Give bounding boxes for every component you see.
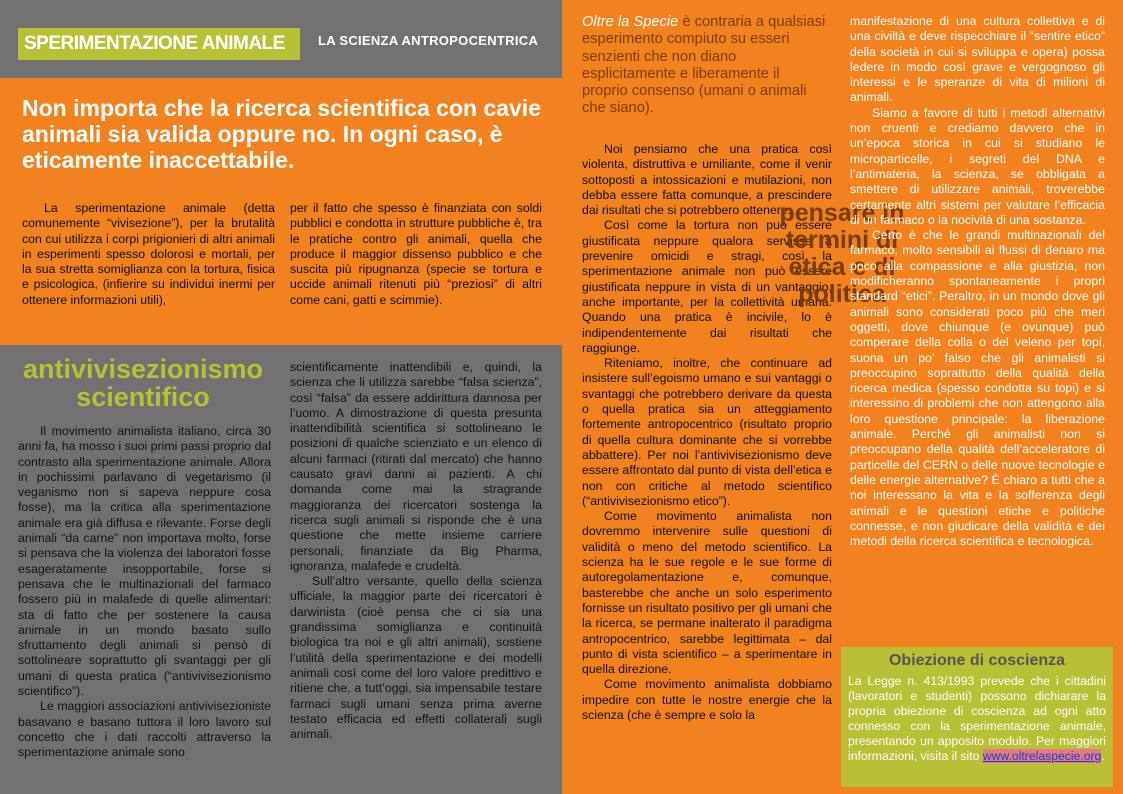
box-text — [848, 674, 1106, 764]
paragraph: Come movimento animalista non dovremmo intervenire sulle questioni di validità o meno del metodo scientifico. La scienza ha le sue regole e le sue forme di autoregolamentazione e, comunque, basterebbe che anche un solo esperimento fornisse un risultato positivo per gli umani che la ricerca, se permane inalterato il paradigma antropocentrico, sarebbe legittimata – dal punto di vista scientifico – a sperimentare in quella direzione. — [582, 509, 832, 677]
conscientious-objection-box — [841, 647, 1113, 787]
page-headline: Non importa che la ricerca scientifica con cavie animali sia valida oppure no. In ogni caso, è eticamente inaccettabile. — [22, 95, 541, 173]
paragraph: manifestazione di una cultura collettiva e di una civiltà e deve rispecchiare il “sentire etico” della società in cui si sviluppa e opera) possa ledere in modo così grave e vergognoso gli interessi e le speranze di vita di milioni di animali. — [850, 14, 1105, 105]
intro-column-right — [290, 201, 542, 308]
paragraph: Il movimento animalista italiano, circa 30 anni fa, ha mosso i suoi primi passi proprio dal contrasto alla sperimentazione animale. Allora in pochissimi parlavano di vegetarismo (il veganismo non si sapeva neppure cosa fosse), ma la critica alla sperimentazione animale era già diffusa e rilevante. Forse degli animali “da carne” non importava molto, forse si pensava che la violenza dei laboratori fosse esageratamente insopportabile, forse si pensava che le multinazionali del farmaco fossero più in malafede di quelle alimentari: sta di fatto che per sostenere la causa animale in un mondo basato sullo sfruttamento degli animali si pensò di sottolineare soprattutto gli svantaggi per gli umani di questa pratica (“antivivisezionismo scientifico”). — [18, 424, 271, 699]
paragraph: per il fatto che spesso è finanziata con soldi pubblici e condotta in strutture pubbliche è, tra le pratiche contro gli animali, quella che produce il maggior dissenso pubblico e che suscita più ripugnanza (specie se tortura e uccide animali ritenuti più “preziosi” di altri come cani, gatti e scimmie). — [290, 201, 542, 307]
paragraph: Così come la tortura non può essere giustificata neppure qualora servisse a prevenire omicidi e stragi, così la sperimentazione animale non può essere giustificata neppure in vista di un vantaggio, anche importante, per la collettività umana. Quando una pratica è incivile, lo è indipendentemente dai risultati che raggiunge. — [582, 218, 832, 355]
section-subtag: LA SCIENZA ANTROPOCENTRICA — [318, 33, 539, 48]
paragraph: Siamo a favore di tutti i metodi alternativi non cruenti e crediamo davvero che in un’epoca storica in cui si studiano le microparticelle, i segreti del DNA e l’antimateria, la scienza, se obbligata a smettere di utilizzare animali, troverebbe certamente altri sistemi per valutare l’efficacia di un farmaco o la nocività di una sostanza. — [850, 105, 1105, 227]
paragraph: Noi pensiamo che una pratica così violenta, distruttiva e umiliante, come il venir sottoposti a intossicazioni e mutilazioni, non debba essere fatta comunque, a prescindere dai risultati che si potrebbero ottenere. — [582, 142, 832, 218]
paragraph: Come movimento animalista dobbiamo impedire con tutte le nostre energie che la scienza (che è sempre e solo la — [582, 677, 832, 722]
box-end: . — [1101, 749, 1105, 763]
section-tag: SPERIMENTAZIONE ANIMALE — [18, 28, 300, 60]
body-column-left — [18, 424, 271, 761]
box-body: La Legge n. 413/1993 prevede che i cittadini (lavoratori e studenti) possono dichiarare la propria obiezione di coscienza ad ogni atto connesso con la sperimentazione animale, presentando un apposito modulo. Per maggiori informazioni, visita il sito — [848, 674, 1106, 763]
body-column-right — [290, 360, 542, 742]
intro-statement — [582, 14, 827, 118]
paragraph: Certo è che le grandi multinazionali del farmaco, molto sensibili ai flussi di denaro ma poco alla compassione e alla giustizia, non modificheranno spontaneamente i propri standard “etici”. Peraltro, in un mondo dove gli animali sono considerati poco più che meri oggetti, dove chiunque (e ovunque) può comperare della colla o del veleno per topi, suona un po’ falso che gli animalisti si preoccupino soprattutto della qualità della ricerca medica (spesso condotta su topi) e si interessino di problemi che non attengono alla loro questione principale: la liberazione animale. Perché gli animalisti non si preoccupano della qualità dell’acceleratore di particelle del CERN o delle nuove tecnologie e delle energie alternative? È chiaro a tutti che a noi interessano la vita e la sofferenza degli animali e le questioni etiche e politiche connesse, e non giudicare della validità e dei metodi della ricerca scientifica e tecnologica. — [850, 228, 1105, 549]
pull-quote: pensare in termini di etica e di politica — [779, 199, 905, 308]
article-column-2 — [850, 14, 1105, 549]
website-link[interactable]: www.oltrelaspecie.org — [982, 749, 1102, 763]
section-title: antivivisezionismo scientifico — [22, 354, 264, 412]
organization-name: Oltre la Specie — [582, 14, 679, 30]
paragraph: Riteniamo, inoltre, che continuare ad insistere sull’egoismo umano e sui vantaggi o svantaggi che potrebbero derivare da questa o quella pratica sia un atteggiamento fortemente antropocentrico (risultato proprio di quella cultura dominante che si vorrebbe abbattere). Per noi l’antivivisezionismo deve essere affrontato dal punto di vista dell’etica e non con critiche al metodo scientifico (“antivivisezionismo etico”). — [582, 356, 832, 508]
paragraph: La sperimentazione animale (detta comunemente “vivisezione”), per la brutalità con cui utilizza i corpi prigionieri di altri animali in esperimenti spesso dolorosi e mortali, per la sua stretta somiglianza con la tortura, fisica e psicologica, (infierire su individui inermi per ottenere informazioni utili), — [22, 201, 275, 307]
paragraph: scientificamente inattendibili e, quindi, la scienza che li utilizza sarebbe “falsa scienza”, così “falsa” da essere addirittura dannosa per l’uomo. A dimostrazione di questa presunta inattendibilità scientifica si sottolineano le posizioni di qualche scienziato e un elenco di alcuni farmaci (ritirati dal mercato) che hanno causato gravi danni ai pazienti. A chi domanda come mai la stragrande maggioranza dei ricercatori sostenga la ricerca sugli animali si risponde che è una questione che mette insieme carriere personali, finanziate da Big Pharma, ignoranza, malafede e crudeltà. — [290, 360, 542, 573]
paragraph: Sull’altro versante, quello della scienza ufficiale, la maggior parte dei ricercatori è darwinista (cioè pensa che ci sia una grandissima somiglianza e continuità biologica tra noi e gli altri animali), sostiene l’utilità della sperimentazione e dei modelli animali così come del loro valore predittivo e ritiene che, a tutt’oggi, sia impensabile testare farmaci sugli umani senza prima averne testato efficacia ed effetti collaterali sugli animali. — [290, 574, 542, 742]
intro-text: è contraria a qualsiasi esperimento compiuto su esseri senzienti che non diano esplicitamente e liberamente il proprio consenso (umani o animali che siano). — [582, 14, 826, 117]
box-title: Obiezione di coscienza — [888, 652, 1066, 669]
intro-column-left — [22, 201, 275, 308]
paragraph: Le maggiori associazioni antivivisezioniste basavano e basano tuttora il loro lavoro sul concetto che i dati raccolti attraverso la sperimentazione animale sono — [18, 699, 271, 760]
